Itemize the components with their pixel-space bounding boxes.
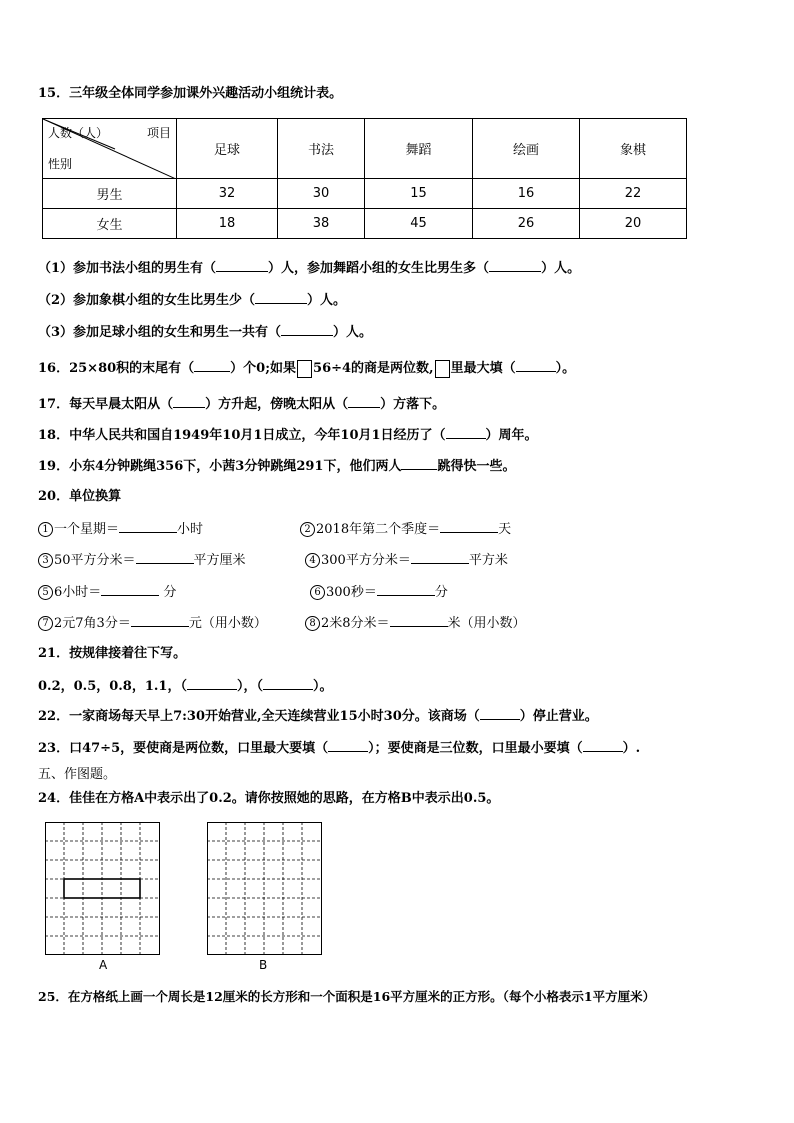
text: 小时 [177, 522, 204, 537]
q18 [38, 425, 538, 445]
col-header: 绘画 [473, 119, 580, 179]
circled-number: 3 [38, 553, 53, 568]
table-row [43, 209, 687, 239]
text: 2米8分米＝ [321, 616, 390, 631]
grid-a-label: A [99, 958, 108, 972]
table-corner-header [43, 119, 177, 179]
q17 [38, 394, 445, 414]
q16 [38, 358, 575, 378]
text: ）方升起，傍晚太阳从（ [205, 397, 349, 412]
cell: 22 [580, 179, 687, 209]
cell: 30 [278, 179, 365, 209]
text: 50平方分米＝ [54, 553, 136, 568]
text: 跳得快一些。 [437, 459, 516, 474]
q20-item-2 [300, 519, 511, 539]
text: ）. [622, 741, 641, 756]
text: ）个0;如果 [230, 361, 297, 376]
answer-blank[interactable] [101, 582, 159, 596]
q20-item-1 [38, 519, 203, 539]
text: 米（用小数） [447, 616, 526, 631]
box-square [297, 360, 312, 378]
q20-item-3 [38, 550, 246, 570]
text: ），（ [236, 679, 263, 694]
q20-item-8 [305, 613, 526, 633]
text: 2元7角3分＝ [54, 616, 131, 631]
q15-sub3 [38, 322, 372, 342]
text: （3）参加足球小组的女生和男生一共有（ [38, 325, 282, 340]
row-label: 女生 [43, 209, 177, 239]
text: ）；要使商是三位数，口里最小要填（ [368, 741, 583, 756]
q15-sub1 [38, 258, 580, 278]
grid-b-label: B [259, 958, 268, 972]
text: ）人。 [541, 261, 581, 276]
answer-blank[interactable] [377, 582, 435, 596]
q21-seq [38, 676, 333, 696]
header-item: 项目 [147, 126, 172, 140]
text: 300平方分米＝ [321, 553, 411, 568]
circled-number: 4 [305, 553, 320, 568]
circled-number: 8 [305, 616, 320, 631]
text: ）。 [312, 679, 333, 694]
text: ）人。 [307, 293, 347, 308]
text: （2）参加象棋小组的女生比男生少（ [38, 293, 256, 308]
col-header: 足球 [177, 119, 278, 179]
row-label: 男生 [43, 179, 177, 209]
table-row [43, 179, 687, 209]
q22 [38, 706, 598, 726]
answer-blank[interactable] [187, 676, 237, 690]
q20-item-5 [38, 582, 176, 602]
answer-blank[interactable] [328, 738, 368, 752]
text: 里最大填（ [450, 361, 516, 376]
text: 一个星期＝ [54, 522, 120, 537]
answer-blank[interactable] [480, 706, 520, 720]
cell: 38 [278, 209, 365, 239]
cell: 15 [365, 179, 473, 209]
text: 300秒＝ [326, 585, 377, 600]
circled-number: 2 [300, 522, 315, 537]
answer-blank[interactable] [263, 676, 313, 690]
text: 元（用小数） [188, 616, 267, 631]
text: 平方厘米 [193, 553, 246, 568]
cell: 26 [473, 209, 580, 239]
col-header: 书法 [278, 119, 365, 179]
grid-b[interactable] [207, 822, 323, 956]
text: 6小时＝ [54, 585, 102, 600]
answer-blank[interactable] [440, 519, 498, 533]
q20-item-4 [305, 550, 508, 570]
text: ）周年。 [485, 428, 538, 443]
text: 18．中华人民共和国自1949年10月1日成立，今年10月1日经历了（ [38, 428, 446, 443]
text: 平方米 [468, 553, 508, 568]
q23 [38, 738, 640, 758]
answer-blank[interactable] [281, 322, 333, 336]
text: ）人。 [333, 325, 373, 340]
q25: 25．在方格纸上画一个周长是12厘米的长方形和一个面积是16平方厘米的正方形。（每个小格表示1平方厘米） [38, 989, 656, 1004]
answer-blank[interactable] [119, 519, 177, 533]
q20-title: 20．单位换算 [38, 489, 122, 504]
answer-blank[interactable] [411, 550, 469, 564]
answer-blank[interactable] [348, 394, 380, 408]
q15-sub2 [38, 290, 346, 310]
box-square [435, 360, 450, 378]
text: 天 [498, 522, 512, 537]
answer-blank[interactable] [489, 258, 541, 272]
text: 17．每天早晨太阳从（ [38, 397, 174, 412]
col-header: 舞蹈 [365, 119, 473, 179]
circled-number: 5 [38, 585, 53, 600]
text: 2018年第二个季度＝ [316, 522, 441, 537]
q19 [38, 456, 515, 476]
answer-blank[interactable] [194, 358, 230, 372]
text: ）方落下。 [380, 397, 446, 412]
text: 16．25×80积的末尾有（ [38, 361, 195, 376]
text: ）停止营业。 [519, 709, 598, 724]
header-people: 人数（人） [48, 126, 109, 140]
grid-a [45, 822, 161, 956]
answer-blank[interactable] [136, 550, 194, 564]
cell: 32 [177, 179, 278, 209]
answer-blank[interactable] [516, 358, 556, 372]
header-gender: 性别 [48, 157, 73, 171]
answer-blank[interactable] [446, 425, 486, 439]
q15-title: 15．三年级全体同学参加课外兴趣活动小组统计表。 [38, 86, 343, 101]
text: ）。 [555, 361, 576, 376]
text: 19．小东4分钟跳绳356下，小茜3分钟跳绳291下，他们两人 [38, 459, 402, 474]
text: 分 [434, 585, 448, 600]
answer-blank[interactable] [583, 738, 623, 752]
cell: 16 [473, 179, 580, 209]
text: 0.2，0.5，0.8，1.1，（ [38, 679, 187, 694]
answer-blank[interactable] [173, 394, 205, 408]
cell: 18 [177, 209, 278, 239]
section-5-title: 五、作图题。 [38, 767, 117, 782]
text: 分 [159, 585, 177, 600]
circled-number: 1 [38, 522, 53, 537]
answer-blank[interactable] [401, 456, 437, 470]
answer-blank[interactable] [131, 613, 189, 627]
text: （1）参加书法小组的男生有（ [38, 261, 217, 276]
text: 56÷4的商是两位数, [313, 361, 434, 376]
text: 23．口47÷5，要使商是两位数，口里最大要填（ [38, 741, 329, 756]
q20-item-7 [38, 613, 267, 633]
q24-title: 24．佳佳在方格A中表示出了0.2。请你按照她的思路，在方格B中表示出0.5。 [38, 791, 500, 806]
q20-item-6 [310, 582, 448, 602]
stat-table [42, 118, 687, 239]
text: 22．一家商场每天早上7:30开始营业,全天连续营业15小时30分。该商场（ [38, 709, 480, 724]
answer-blank[interactable] [216, 258, 268, 272]
col-header: 象棋 [580, 119, 687, 179]
cell: 45 [365, 209, 473, 239]
circled-number: 7 [38, 616, 53, 631]
answer-blank[interactable] [255, 290, 307, 304]
q21-title: 21．按规律接着往下写。 [38, 646, 187, 661]
cell: 20 [580, 209, 687, 239]
text: ）人，参加舞蹈小组的女生比男生多（ [268, 261, 490, 276]
circled-number: 6 [310, 585, 325, 600]
answer-blank[interactable] [390, 613, 448, 627]
